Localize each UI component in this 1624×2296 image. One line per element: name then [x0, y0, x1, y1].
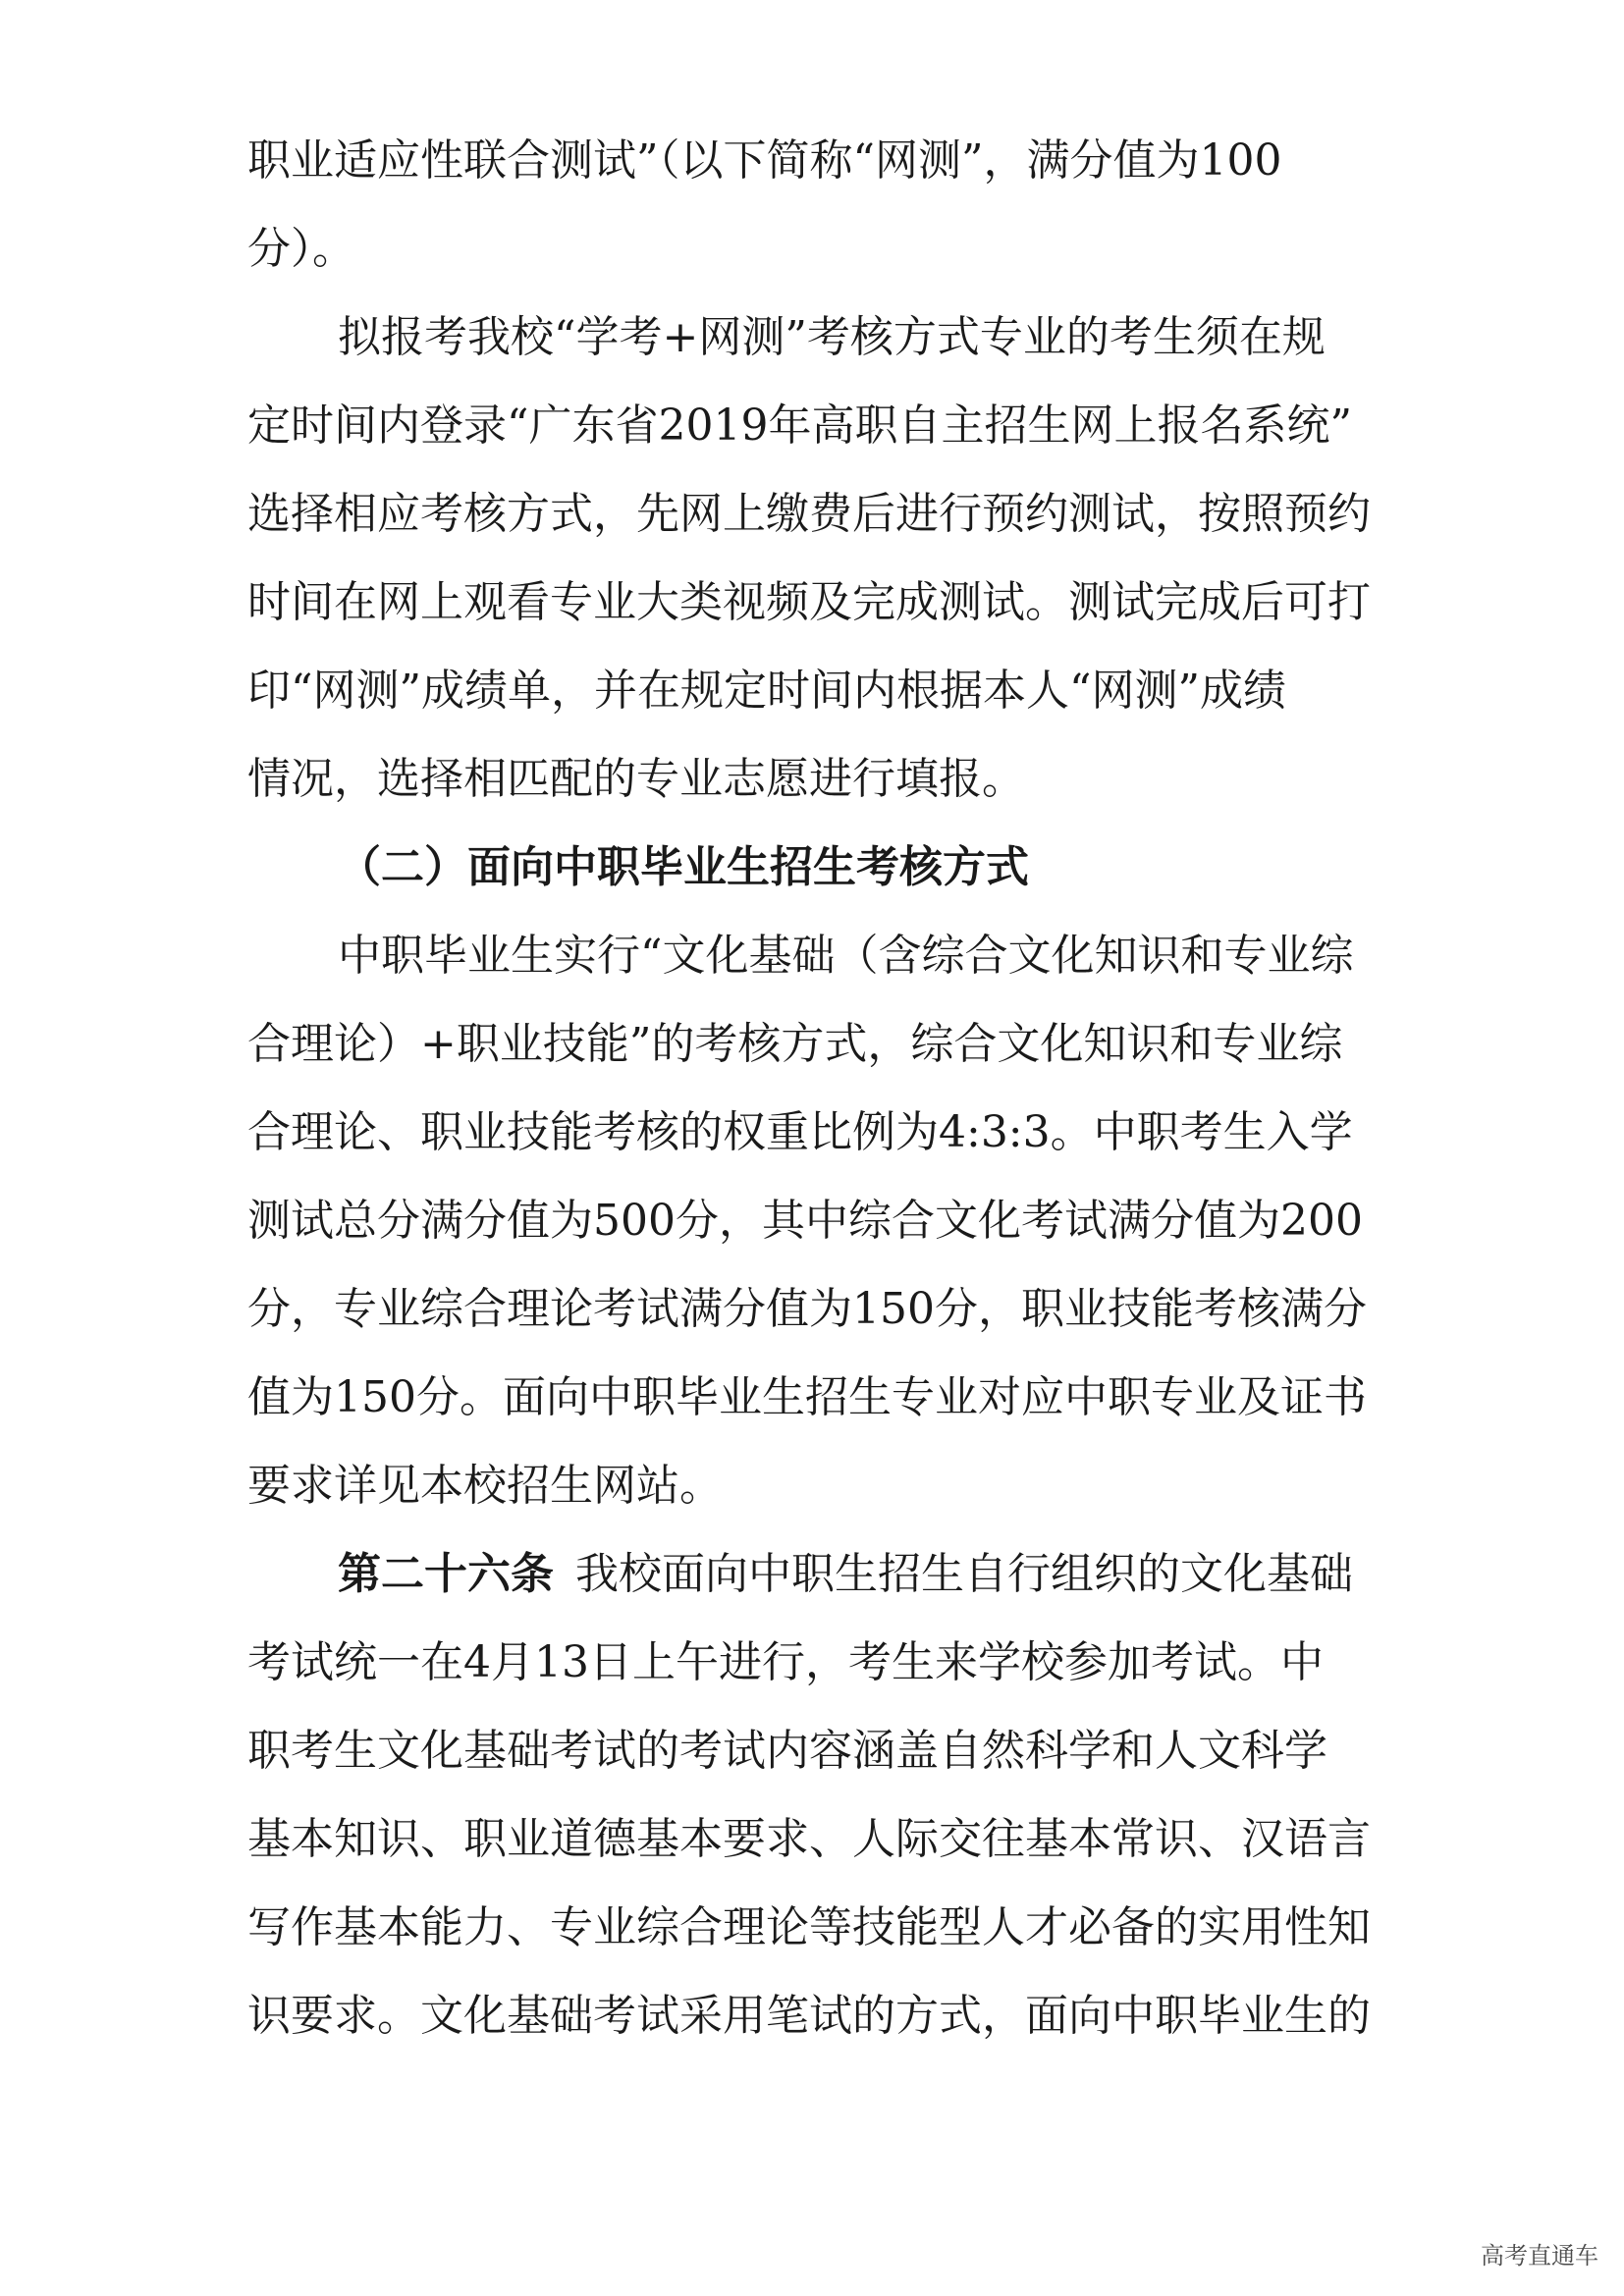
paragraph-line: 时间在网上观看专业大类视频及完成测试。测试完成后可打: [247, 577, 1371, 627]
paragraph-line: 定时间内登录“广东省2019年高职自主招生网上报名系统”: [247, 400, 1352, 451]
article-number: 第二十六条: [338, 1549, 554, 1599]
paragraph-line: 考试统一在4月13日上午进行，考生来学校参加考试。中: [247, 1637, 1324, 1687]
paragraph-line: 职业适应性联合测试”（以下简称“网测”，满分值为100: [247, 135, 1282, 186]
paragraph-line: 情况，选择相匹配的专业志愿进行填报。: [247, 754, 1025, 804]
paragraph-line: 值为150分。面向中职毕业生招生专业对应中职专业及证书: [247, 1372, 1367, 1422]
article-text: 我校面向中职生招生自行组织的文化基础: [575, 1549, 1353, 1599]
paragraph-line: 合理论）+职业技能”的考核方式，综合文化知识和专业综: [247, 1019, 1343, 1069]
paragraph-line: 要求详见本校招生网站。: [247, 1461, 723, 1511]
article-line: [338, 1545, 1386, 1604]
paragraph-line: 合理论、职业技能考核的权重比例为4:3:3。中职考生入学: [247, 1107, 1353, 1157]
paragraph-line: 测试总分满分值为500分，其中综合文化考试满分值为200: [247, 1196, 1363, 1246]
section-heading: （二）面向中职毕业生招生考核方式: [338, 842, 1029, 892]
watermark-text: 高考直通车: [1481, 2242, 1598, 2269]
paragraph-line: 基本知识、职业道德基本要求、人际交往基本常识、汉语言: [247, 1814, 1371, 1864]
paragraph-line: 识要求。文化基础考试采用笔试的方式，面向中职毕业生的: [247, 1991, 1371, 2041]
paragraph-line: 选择相应考核方式，先网上缴费后进行预约测试，按照预约: [247, 489, 1371, 539]
paragraph-line: 拟报考我校“学考+网测”考核方式专业的考生须在规: [338, 312, 1326, 362]
paragraph-line: 分，专业综合理论考试满分值为150分，职业技能考核满分: [247, 1284, 1367, 1334]
paragraph-line: 印“网测”成绩单，并在规定时间内根据本人“网测”成绩: [247, 666, 1286, 716]
paragraph-line: 写作基本能力、专业综合理论等技能型人才必备的实用性知: [247, 1902, 1371, 1952]
paragraph-line: 职考生文化基础考试的考试内容涵盖自然科学和人文科学: [247, 1726, 1327, 1776]
paragraph-line: 中职毕业生实行“文化基础（含综合文化知识和专业综: [338, 931, 1354, 981]
paragraph-line: 分）。: [247, 224, 355, 274]
